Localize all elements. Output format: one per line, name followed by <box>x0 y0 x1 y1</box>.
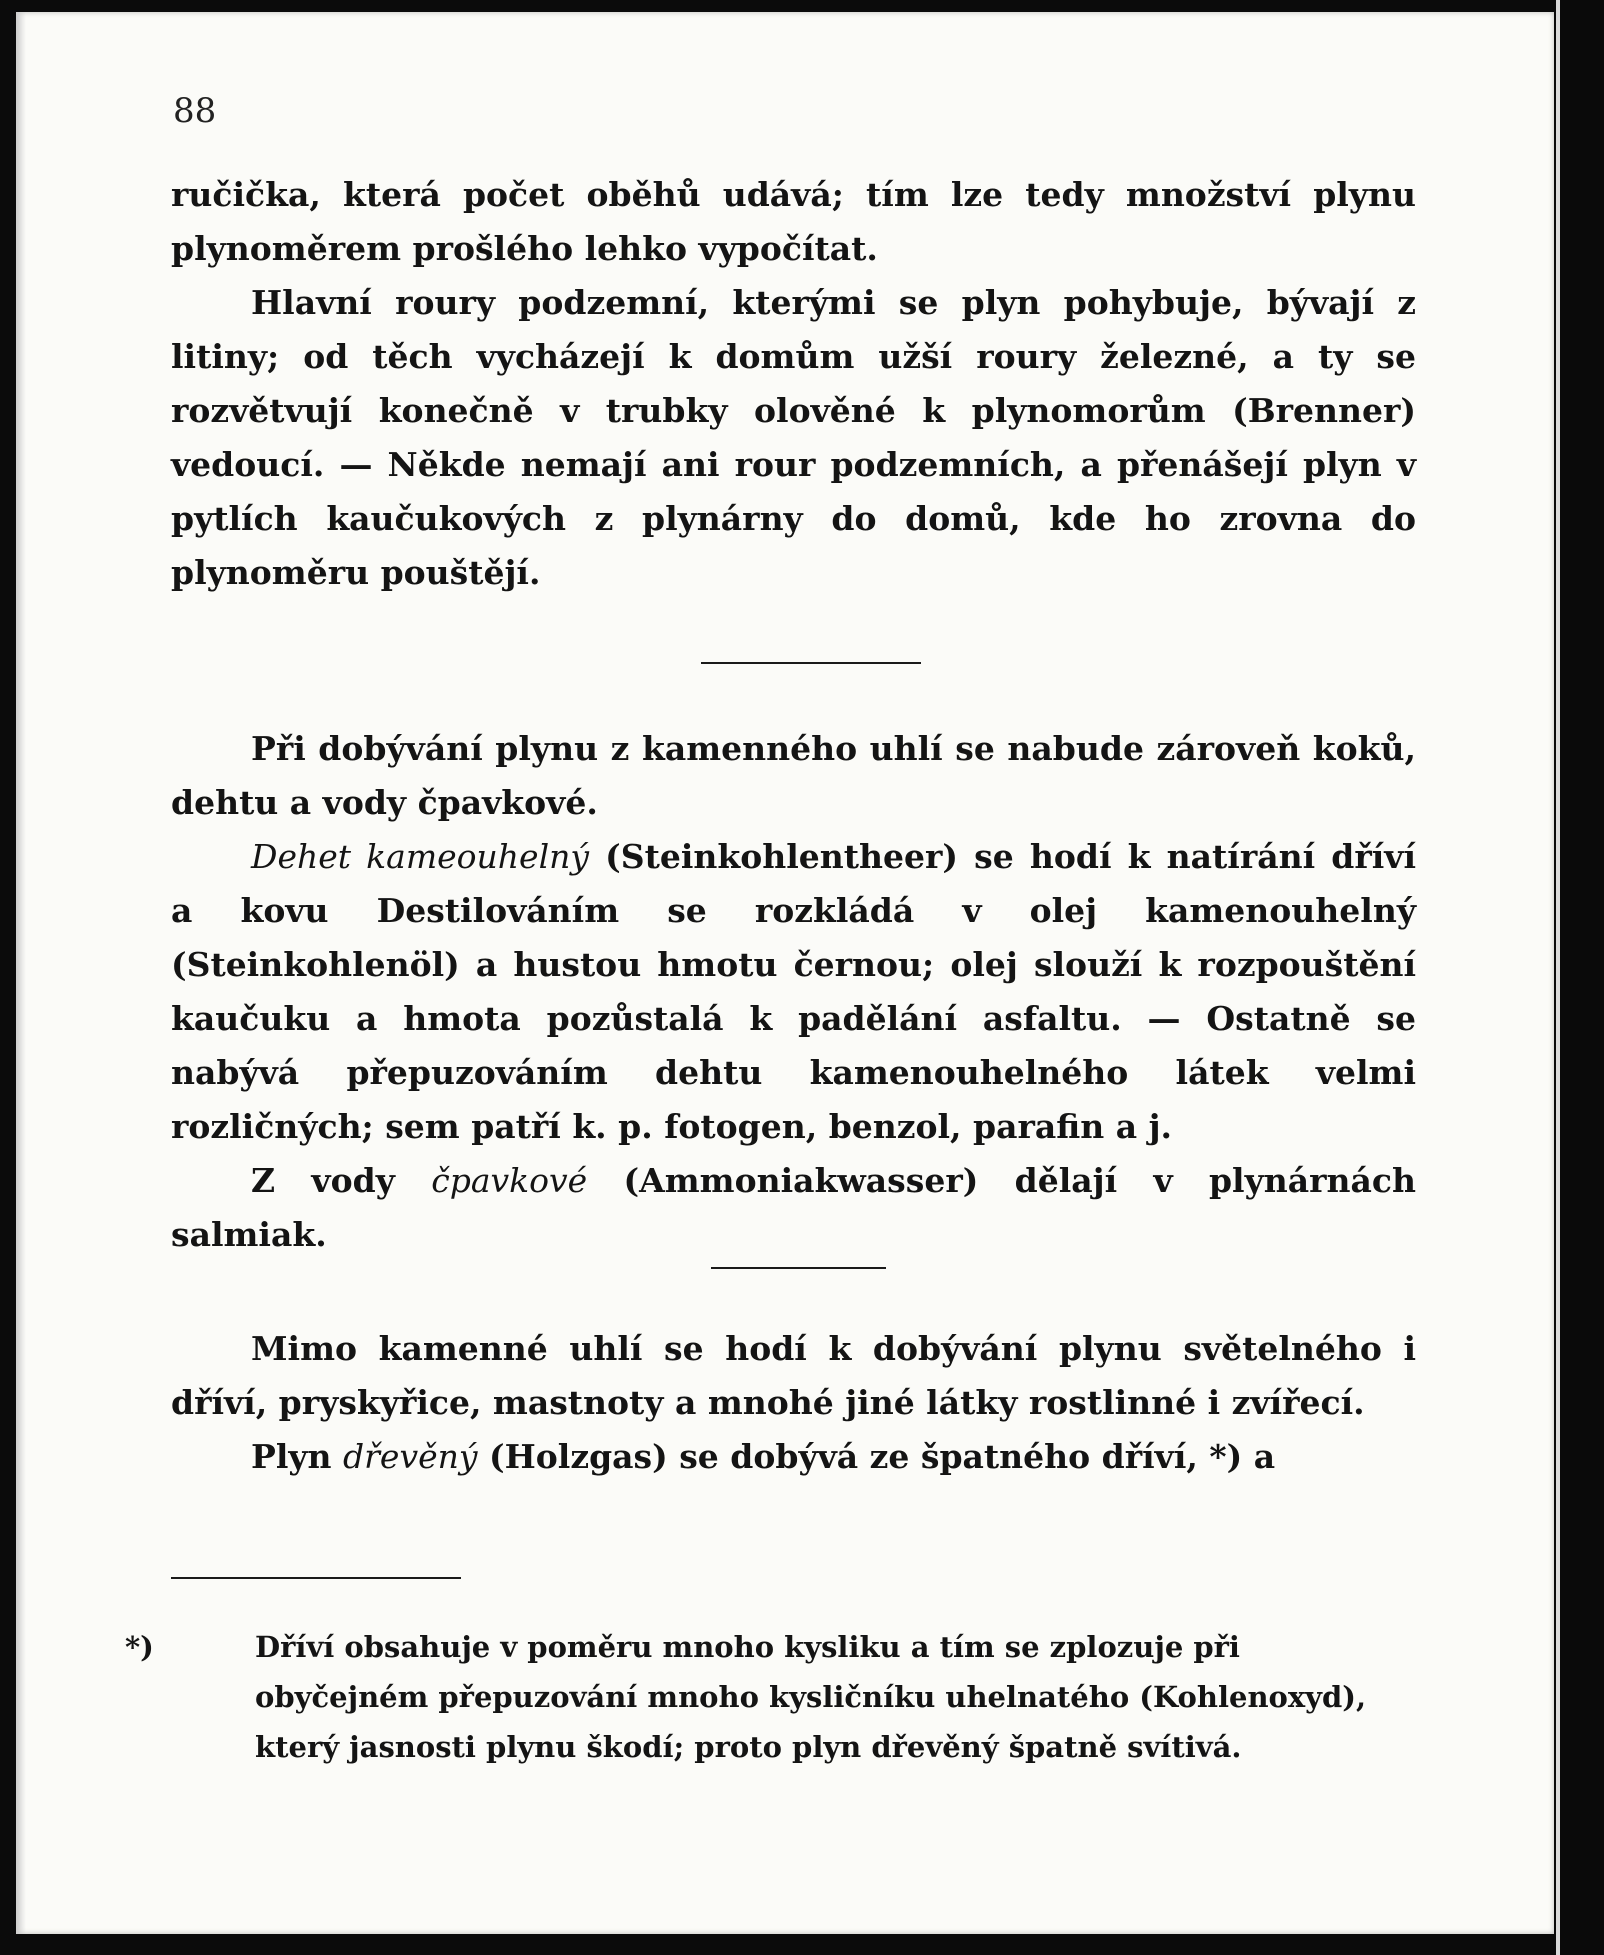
scanned-page <box>16 12 1554 1934</box>
page-number: 88 <box>173 91 217 131</box>
text-block-byproducts <box>171 722 1416 1262</box>
footnote-line-3: který jasnosti plynu škodí; proto plyn dřevěný špatně svítivá. <box>255 1730 1242 1764</box>
ammonia-text-rest: (Ammoniakwasser) dělají v plynárnách salmiak. <box>171 1161 1416 1254</box>
footnote <box>125 1622 1416 1772</box>
footnote-line-1: *) Dříví obsahuje v poměru mnoho kysliku a tím se zplozuje při <box>171 1622 1416 1672</box>
paragraph-underground-pipes: Hlavní roury podzemní, kterými se plyn pohybuje, bývají z litiny; od těch vycházejí k domům užší roury železné, a ty se rozvětvují konečně v trubky olověné k plynomorům (Brenner) vedoucí. — Někde nemají ani rour podzemních, a přenášejí plyn v pytlích kaučukových z plynárny do domů, kde ho zrovna do plynoměru pouštějí. <box>171 283 1416 592</box>
text-block-other-sources <box>171 1322 1416 1484</box>
term-wood-gas: dřevěný <box>343 1437 478 1476</box>
section-divider <box>711 1267 886 1269</box>
wood-gas-text-start: Plyn <box>251 1437 344 1476</box>
ammonia-text-start: Z vody <box>251 1161 432 1200</box>
footnote-line-2: obyčejném přepuzování mnoho kysličníku uhelnatého (Kohlenoxyd), <box>255 1680 1367 1714</box>
text-block-gas-distribution <box>171 168 1416 600</box>
paragraph-coke-tar: Při dobývání plynu z kamenného uhlí se nabude zároveň koků, dehtu a vody čpavkové. <box>171 729 1416 822</box>
paragraph-coal-tar <box>171 830 1416 1154</box>
footnote-rule <box>171 1577 461 1579</box>
page-edge <box>1556 0 1560 1955</box>
section-divider <box>701 662 921 664</box>
footnote-mark: *) <box>125 1630 154 1664</box>
paragraph-ammonia-water <box>171 1154 1416 1262</box>
term-ammonia: čpavkové <box>431 1161 588 1200</box>
paragraph-meter-counter: ručička, která počet oběhů udává; tím lze tedy množství plynu plynoměrem prošlého lehko vypočítat. <box>171 175 1416 268</box>
term-coal-tar: Dehet kameouhelný <box>251 837 590 876</box>
coal-tar-text: (Steinkohlentheer) se hodí k natírání dříví a kovu Destilováním se rozkládá v olej kamenouhelný (Steinkohlenöl) a hustou hmotu černou; olej slouží k rozpouštění kaučuku a hmota pozůstalá k padělání asfaltu. — Ostatně se nabývá přepuzováním dehtu kamenouhelného látek velmi rozličných; sem patří k. p. fotogen, benzol, parafin a j. <box>171 837 1416 1146</box>
wood-gas-text-rest: (Holzgas) se dobývá ze špatného dříví, *) a <box>477 1437 1276 1476</box>
paragraph-wood-gas <box>171 1430 1416 1484</box>
paragraph-other-materials: Mimo kamenné uhlí se hodí k dobývání plynu světelného i dříví, pryskyřice, mastnoty a mnohé jiné látky rostlinné i zvířecí. <box>171 1329 1416 1422</box>
